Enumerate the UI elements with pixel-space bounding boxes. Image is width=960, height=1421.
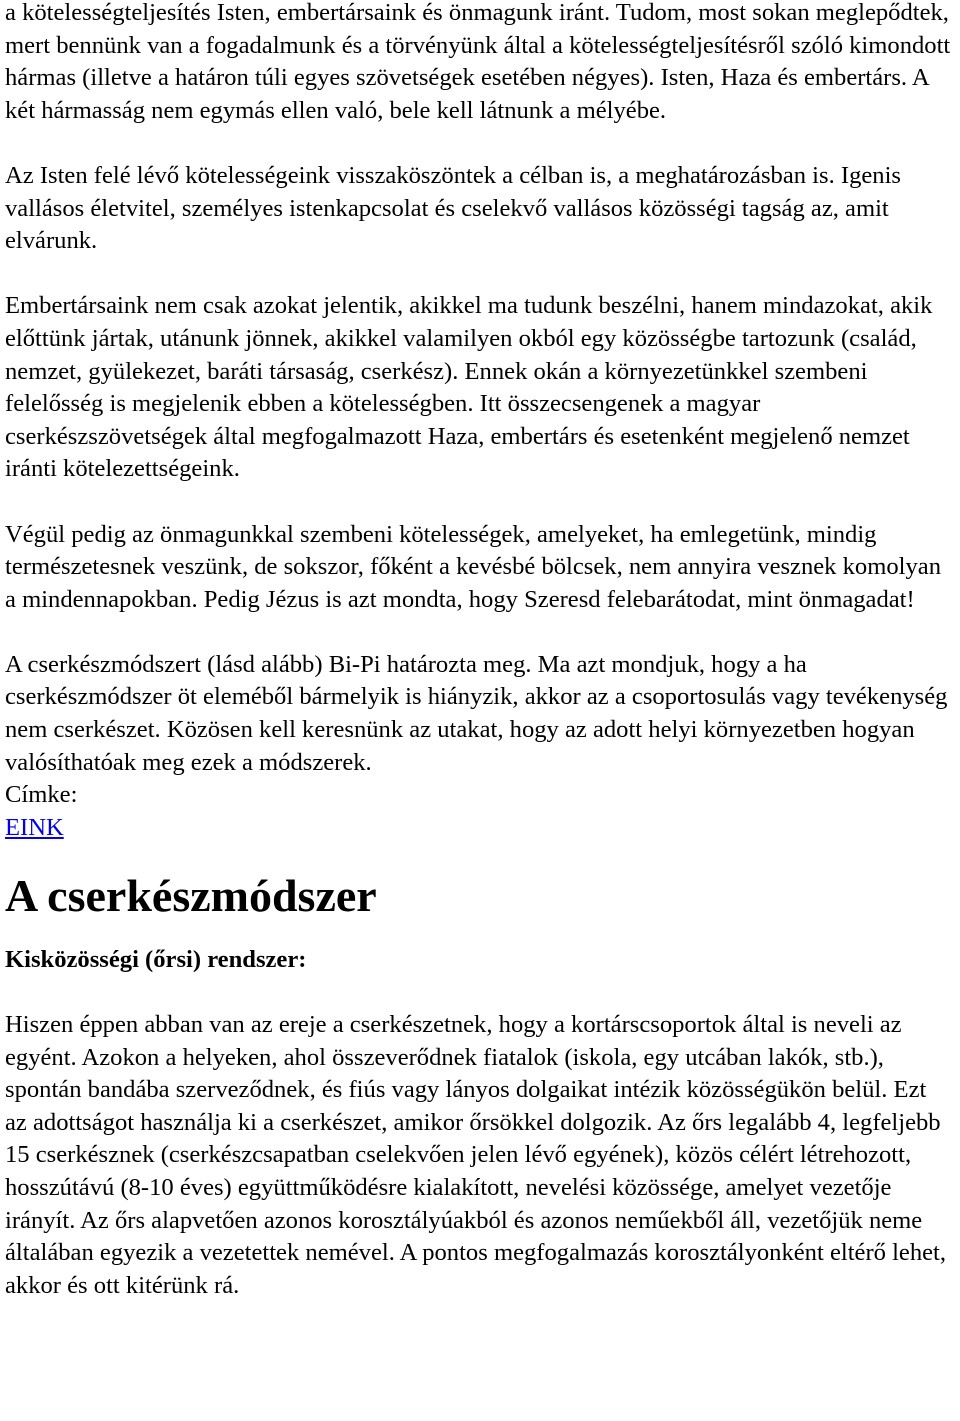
section-body-paragraph: Hiszen éppen abban van az ereje a cserkészetnek, hogy a kortárscsoportok által is neveli az egyént. Azokon a helyeken, ahol összeverődnek fiatalok (iskola, egy utcában lakók, stb.), spontán bandába szerveződnek, és fiús vagy lányos dolgaikat intézik közösségükön belül. Ezt az adottságot használja ki a cserkészet, amikor őrsökkel dolgozik. Az őrs legalább 4, legfeljebb 15 cserkésznek (cserkészcsapatban cselekvően jelen lévő egyének), közös célért létrehozott, hosszútávú (8-10 éves) együttműködésre kialakított, nevelési közössége, amelyet vezetője irányít. Az őrs alapvetően azonos korosztályúakból és azonos neműekből áll, vezetőjük neme általában egyezik a vezetettek nemével. A pontos megfogalmazás korosztályonként eltérő lehet, akkor és ott kitérünk rá.	[5, 1011, 947, 1299]
body-paragraph: a kötelességteljesítés Isten, embertársaink és önmagunk iránt. Tudom, most sokan meglepődtek, mert bennünk van a fogadalmunk és a törvényünk által a kötelességteljesítésről szóló kimondott hármas (illetve a határon túli egyes szövetségek esetében négyes). Isten, Haza és embertárs. A két hármasság nem egymás ellen való, bele kell látnunk a mélyébe.	[5, 0, 951, 124]
tag-label: Címke:	[5, 781, 78, 809]
body-paragraph: Az Isten felé lévő kötelességeink visszaköszöntek a célban is, a meghatározásban is. Igenis vallásos életvitel, személyes istenkapcsolat és cselekvő vallásos közösségi tagság az, amit elvárunk.	[5, 161, 901, 255]
section-title: A cserkészmódszer	[5, 870, 377, 922]
tag-link-eink[interactable]: EINK	[5, 813, 64, 841]
body-paragraph: A cserkészmódszert (lásd alább) Bi-Pi határozta meg. Ma azt mondjuk, hogy a ha cserkészmódszer öt eleméből bármelyik is hiányzik, akkor az a csoportosulás vagy tevékenység nem cserkészet. Közösen kell keresnünk az utakat, hogy az adott helyi környezetben hogyan valósíthatóak meg ezek a módszerek.	[5, 650, 948, 776]
body-paragraph: Végül pedig az önmagunkkal szembeni kötelességek, amelyeket, ha emlegetünk, mindig természetesnek veszünk, de sokszor, főként a kevésbé bölcsek, nem annyira vesznek komolyan a mindennapokban. Pedig Jézus is azt mondta, hogy Szeresd felebarátodat, mint önmagadat!	[5, 520, 941, 613]
tag-block	[5, 779, 954, 844]
subsection-title: Kisközösségi (őrsi) rendszer:	[5, 946, 307, 974]
body-paragraph: Embertársaink nem csak azokat jelentik, akikkel ma tudunk beszélni, hanem mindazokat, akik előttünk jártak, utánunk jönnek, akikkel valamilyen okból egy közösségbe tartozunk (család, nemzet, gyülekezet, baráti társaság, cserkész). Ennek okán a környezetünkkel szembeni felelősség is megjelenik ebben a kötelességben. Itt összecsengenek a magyar cserkészszövetségek által megfogalmazott Haza, embertárs és esetenként megjelenő nemzet iránti kötelezettségeink.	[5, 292, 933, 483]
